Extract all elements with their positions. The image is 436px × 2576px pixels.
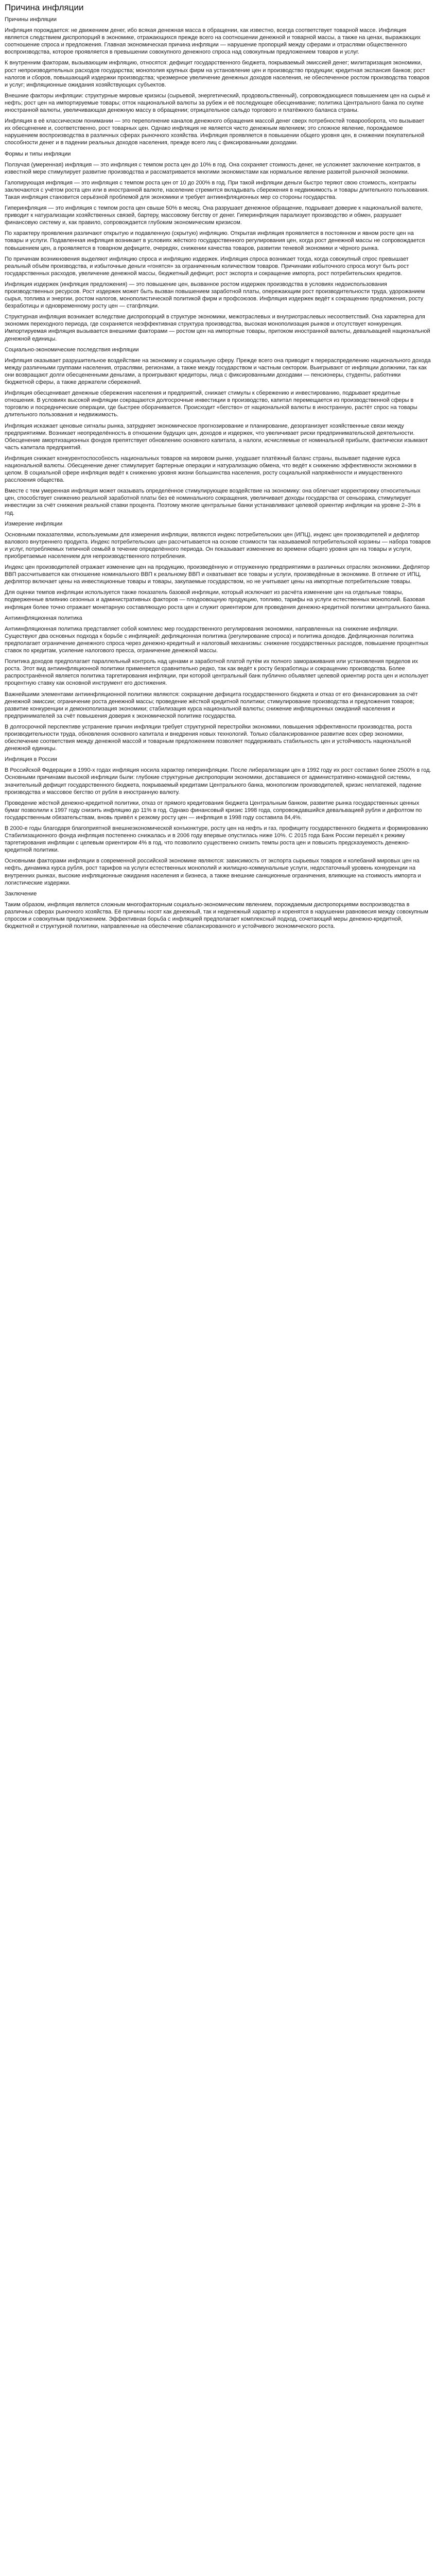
document-title: Причина инфляции xyxy=(5,3,84,12)
paragraph: Основными факторами инфляции в современной российской экономике являются: зависимость от экспорта сырьевых товаров и колебаний мировых цен на нефть, динамика курса рубля, рост тарифов на услуги естественных монополий и жилищно-коммунальные услуги, недостаточный уровень конкуренции на внутренних рынках, высокие инфляционные ожидания населения и бизнеса, а также внешние санкционные ограничения, влияющие на стоимость импорта и логистические издержки. xyxy=(5,858,421,886)
paragraph: Инфляция в её классическом понимании — это переполнение каналов денежного обращения массой денег сверх потребностей товарооборота, что вызывает их обесценение и, соответственно, рост товарных цен. Однако инфляция не является чисто денежным явлением; это сложное явление, порождаемое нарушением воспроизводства в различных сферах рыночного хозяйства. Инфляция проявляется в повышении общего уровня цен, в снижении покупательной способности денег и в падении реальных доходов населения, прежде всего лиц с фиксированными доходами. xyxy=(5,118,425,146)
paragraph: По причинам возникновения выделяют инфляцию спроса и инфляцию издержек. Инфляция спроса возникает тогда, когда совокупный спрос превышает реальный объём производства, и избыточные деньги «гонятся» за ограниченным количеством товаров. Причинами избыточного спроса могут быть рост государственных расходов, увеличение денежной массы, бюджетный дефицит, рост экспорта и сокращение импорта, рост потребительских кредитов. xyxy=(5,256,409,277)
paragraph: Важнейшими элементами антиинфляционной политики являются: сокращение дефицита государственного бюджета и отказ от его финансирования за счёт денежной эмиссии; ограничение роста денежной массы; проведение жёсткой кредитной политики; стимулирование производства и предложения товаров; развитие конкуренции и демонополизация экономики; стабилизация курса национальной валюты; снижение инфляционных ожиданий населения и предпринимателей за счёт повышения доверия к экономической политике государства. xyxy=(5,691,418,719)
paragraph: Инфляция порождается: не движением денег, ибо всякая денежная масса в обращении, как известно, всегда соответствует товарной массе. Инфляция является следствием диспропорций в экономике, отражающихся прежде всего на соотношении денежной и товарной массы, а также на ценах, выражающих соотношение спроса и предложения. Главная экономическая причина инфляции — нарушение пропорций между сферами и отраслями общественного воспроизводства, которое проявляется в превышении совокупного денежного спроса над совокупным предложением товаров и услуг. xyxy=(5,27,421,56)
paragraph: К внутренним факторам, вызывающим инфляцию, относятся: дефицит государственного бюджета, покрываемый эмиссией денег; милитаризация экономики, рост непроизводительных расходов государства; монополия крупных фирм на установление цен и производство продукции; кредитная экспансия банков; рост налогов и сборов, повышающий издержки производства; чрезмерное увеличение денежных доходов населения, не обеспеченное ростом производства товаров и услуг; инфляционные ожидания хозяйствующих субъектов. xyxy=(5,60,430,88)
paragraph: Вместе с тем умеренная инфляция может оказывать определённое стимулирующее воздействие на экономику: она облегчает корректировку относительных цен, способствует снижению реальной заработной платы без её номинального сокращения, увеличивает доходы государства от сеньоража, стимулирует инвестиции за счёт снижения реальной ставки процента. Поэтому многие центральные банки устанавливают целевой ориентир инфляции на уровне 2–3% в год. xyxy=(5,488,421,516)
paragraph: По характеру проявления различают открытую и подавленную (скрытую) инфляцию. Открытая инфляция проявляется в постоянном и явном росте цен на товары и услуги. Подавленная инфляция возникает в условиях жёсткого государственного регулирования цен, когда рост денежной массы не сопровождается повышением цен, а проявляется в товарном дефиците, очередях, снижении качества товаров, развитии теневой экономики и чёрного рынка. xyxy=(5,230,425,251)
paragraph: Антиинфляционная политика представляет собой комплекс мер государственного регулирования экономики, направленных на снижение инфляции. Существуют два основных подхода к борьбе с инфляцией: дефляционная политика (регулирование спроса) и политика доходов. Дефляционная политика предполагает ограничение денежного спроса через денежно-кредитный и налоговый механизмы: снижение государственных расходов, повышение процентных ставок по кредитам, усиление налогового пресса, ограничение денежной массы. xyxy=(5,625,429,654)
paragraph: Внешние факторы инфляции: структурные мировые кризисы (сырьевой, энергетический, продовольственный), сопровождающиеся повышением цен на сырьё и нефть; рост цен на импортируемые товары; отток национальной валюты за рубеж и её последующее обесценивание; политика Центрального банка по скупке иностранной валюты, увеличивающая денежную массу в обращении; отрицательное сальдо торгового и платёжного баланса страны. xyxy=(5,92,430,114)
paragraph: Инфляция в России xyxy=(5,756,57,763)
paragraph: Антиинфляционная политика xyxy=(5,615,82,621)
paragraph: В долгосрочной перспективе устранение причин инфляции требует структурной перестройки экономики, повышения эффективности производства, роста производительности труда, обновления основного капитала и внедрения новых технологий. Только сбалансированное развитие всех сфер экономики, обеспечение соответствия между денежной массой и товарным предложением позволяет поддерживать стабильность цен и устойчивость национальной денежной единицы. xyxy=(5,723,412,752)
paragraph: Гиперинфляция — это инфляция с темпом роста цен свыше 50% в месяц. Она разрушает денежное обращение, подрывает доверие к национальной валюте, приводит к натурализации хозяйственных связей, бартеру, массовому бегству от денег. Гиперинфляция парализует производство и обмен, разрушает финансовую систему и, как правило, сопровождается глубоким экономическим кризисом. xyxy=(5,205,423,226)
paragraph: Для оценки темпов инфляции используется также показатель базовой инфляции, который исключает из расчёта изменение цен на отдельные товары, подверженные влиянию сезонных и административных факторов — плодоовощную продукцию, топливо, тарифы на услуги естественных монополий. Базовая инфляция более точно отражает монетарную составляющую роста цен и служит ориентиром для проведения денежно-кредитной политики центрального банка. xyxy=(5,589,431,611)
paragraph: Инфляция искажает ценовые сигналы рынка, затрудняет экономическое прогнозирование и планирование, дезорганизует хозяйственные связи между предприятиями. Возникает неопределённость в отношении будущих цен, доходов и издержек, что увеличивает риски предпринимательской деятельности. Обесценение амортизационных фондов препятствует обновлению основного капитала, а налоги, исчисляемые от номинальной прибыли, фактически изымают часть капитала предприятий. xyxy=(5,422,428,451)
paragraph: Индекс цен производителей отражает изменение цен на продукцию, произведённую и отгруженную предприятиями в различных отраслях экономики. Дефлятор ВВП рассчитывается как отношение номинального ВВП к реальному ВВП и охватывает все товары и услуги, произведённые в экономике. В отличие от ИПЦ, дефлятор включает цены на инвестиционные товары и товары, закупаемые государством, но не учитывает цены на импортные потребительские товары. xyxy=(5,564,430,585)
paragraph: Инфляция обесценивает денежные сбережения населения и предприятий, снижает стимулы к сбережению и инвестированию, подрывает кредитные отношения. В условиях высокой инфляции сокращаются долгосрочные инвестиции в производство, капитал перемещается из производственной сферы в торговлю и посреднические операции, где быстрее оборачивается. Происходит «бегство» от национальной валюты в иностранную, растёт спрос на товары длительного пользования и недвижимость. xyxy=(5,390,417,418)
paragraph: Измерение инфляции xyxy=(5,520,63,527)
paragraph: Ползучая (умеренная) инфляция — это инфляция с темпом роста цен до 10% в год. Она сохраняет стоимость денег, не усложняет заключение контрактов, в известной мере стимулирует развитие производства и рассматривается многими экономистами как нормальное явление развитой рыночной экономики. xyxy=(5,161,421,175)
paragraph: Основными показателями, используемыми для измерения инфляции, являются индекс потребительских цен (ИПЦ), индекс цен производителей и дефлятор валового внутреннего продукта. Индекс потребительских цен рассчитывается на основе стоимости так называемой потребительской корзины — набора товаров и услуг, потребляемых типичной семьёй в течение определённого периода. Он показывает изменение во времени общего уровня цен на товары и услуги, приобретаемые населением для непроизводственного потребления. xyxy=(5,531,431,560)
paragraph: Инфляция снижает конкурентоспособность национальных товаров на мировом рынке, ухудшает платёжный баланс страны, вызывает падение курса национальной валюты. Обесценение денег стимулирует бартерные операции и натурализацию обмена, что ведёт к снижению эффективности экономики в целом. В социальной сфере инфляция ведёт к снижению уровня жизни большинства населения, росту социальной напряжённости и имущественного расслоения общества. xyxy=(5,455,417,484)
paragraph: Проведение жёсткой денежно-кредитной политики, отказ от прямого кредитования бюджета Центральным банком, развитие рынка государственных ценных бумаг позволили к 1997 году снизить инфляцию до 11% в год. Однако финансовый кризис 1998 года, сопровождавшийся девальвацией рубля и дефолтом по государственным обязательствам, вновь привёл к резкому росту цен — инфляция в 1998 году составила 84,4%. xyxy=(5,800,422,821)
paragraph: Инфляция оказывает разрушительное воздействие на экономику и социальную сферу. Прежде всего она приводит к перераспределению национального дохода между различными группами населения, отраслями, регионами, а также между государством и частным сектором. Выигрывают от инфляции должники, так как они возвращают долги обесцененными деньгами, а проигрывают кредиторы, лица с фиксированными доходами — пенсионеры, студенты, работники бюджетной сферы, а также держатели сбережений. xyxy=(5,357,431,386)
paragraph: Формы и типы инфляции xyxy=(5,150,71,157)
paragraph: Таким образом, инфляция является сложным многофакторным социально-экономическим явлением, порождаемым диспропорциями воспроизводства в различных сферах рыночного хозяйства. Её причины носят как денежный, так и неденежный характер и коренятся в нарушении равновесия между совокупным спросом и совокупным предложением. Эффективная борьба с инфляцией предполагает комплексный подход, сочетающий меры денежно-кредитной, бюджетной и структурной политики, направленные на обеспечение сбалансированного и устойчивого экономического роста. xyxy=(5,901,428,930)
paragraph: Политика доходов предполагает параллельный контроль над ценами и заработной платой путём их полного замораживания или установления пределов их роста. Этот вид антиинфляционной политики применяется сравнительно редко, так как ведёт к росту безработицы и сокращению производства. Более распространённой является политика таргетирования инфляции, при которой центральный банк публично объявляет целевой ориентир роста цен и использует процентную ставку как основной инструмент его достижения. xyxy=(5,658,429,687)
paragraph: Социально-экономические последствия инфляции xyxy=(5,346,139,353)
paragraph: Инфляция издержек (инфляция предложения) — это повышение цен, вызванное ростом издержек производства в условиях недоиспользования производственных ресурсов. Рост издержек может быть вызван повышением заработной платы, опережающим рост производительности труда, удорожанием сырья, топлива и энергии, ростом налогов, монополистической политикой фирм и профсоюзов. Инфляция издержек ведёт к сокращению предложения, росту безработицы и одновременному росту цен — стагфляции. xyxy=(5,281,425,310)
paragraph: В 2000-е годы благодаря благоприятной внешнеэкономической конъюнктуре, росту цен на нефть и газ, профициту государственного бюджета и формированию Стабилизационного фонда инфляция постепенно снижалась и в 2006 году впервые опустилась ниже 10%. С 2015 года Банк России перешёл к режиму таргетирования инфляции с целевым ориентиром 4% в год, что позволило существенно снизить темпы роста цен и повысить предсказуемость денежно-кредитной политики. xyxy=(5,825,428,854)
paragraph: В Российской Федерации в 1990-х годах инфляция носила характер гиперинфляции. После либерализации цен в 1992 году их рост составил более 2500% в год. Основными причинами высокой инфляции были: глубокие структурные диспропорции экономики, доставшиеся от административно-командной системы, значительный дефицит государственного бюджета, покрываемый кредитами Центрального банка, монополизм производителей, кризис неплатежей, падение производства и массовое бегство от рубля в иностранную валюту. xyxy=(5,767,431,795)
paragraph: Причины инфляции xyxy=(5,16,57,23)
paragraph: Структурная инфляция возникает вследствие диспропорций в структуре экономики, межотраслевых и внутриотраслевых несоответствий. Она характерна для экономик переходного периода, где сохраняется неэффективная структура производства, высокая монополизация рынков и отсутствует конкуренция. Импортируемая инфляция вызывается внешними факторами — ростом цен на импортные товары, притоком иностранной валюты, девальвацией национальной денежной единицы. xyxy=(5,314,430,342)
paragraph: Заключение xyxy=(5,890,37,897)
document-body xyxy=(5,16,431,930)
document-page xyxy=(0,0,436,930)
paragraph: Галопирующая инфляция — это инфляция с темпом роста цен от 10 до 200% в год. При такой инфляции деньги быстро теряют свою стоимость, контракты заключаются с учётом роста цен или в иностранной валюте, население стремится вкладывать сбережения в недвижимость и товары длительного пользования. Такая инфляция становится серьёзной проблемой для экономики и требует антиинфляционных мер со стороны государства. xyxy=(5,179,429,200)
